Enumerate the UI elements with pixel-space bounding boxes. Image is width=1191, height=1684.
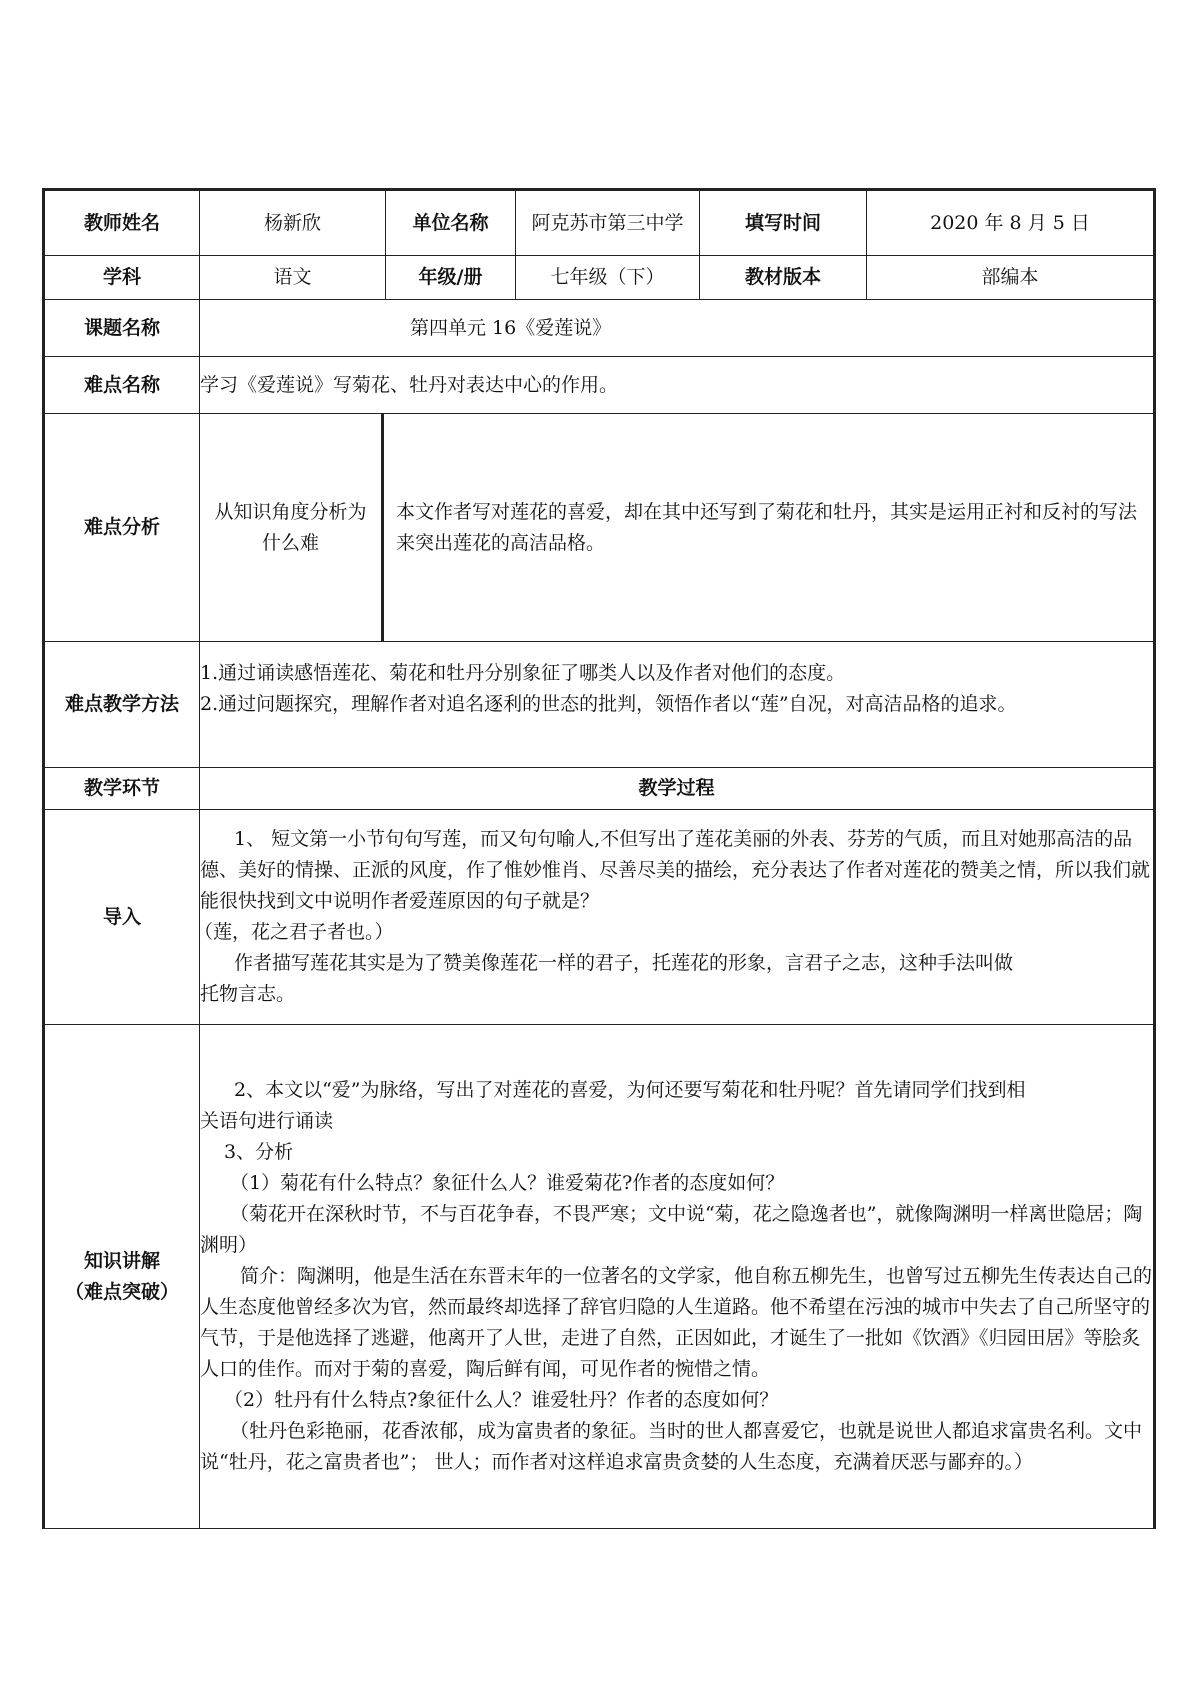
analysis-cell bbox=[200, 414, 1155, 642]
knowledge-paragraph: （牡丹色彩艳丽，花香浓郁，成为富贵者的象征。当时的世人都喜爱它，也就是说世人都追求富贵名利。文中说“牡丹，花之富贵者也”； 世人；而作者对这样追求富贵贪婪的人生态度，充满着厌恶与鄙弃的。） bbox=[200, 1420, 1143, 1473]
knowledge-label-line1: 知识讲解 bbox=[83, 1249, 160, 1272]
edition-value: 部编本 bbox=[867, 256, 1155, 300]
unit-value: 阿克苏市第三中学 bbox=[516, 190, 700, 256]
knowledge-label-line2: （难点突破） bbox=[64, 1280, 179, 1303]
subject-value: 语文 bbox=[200, 256, 386, 300]
knowledge-paragraph: 关语句进行诵读 bbox=[200, 1110, 334, 1132]
edition-label: 教材版本 bbox=[700, 256, 867, 300]
intro-paragraph: 作者描写莲花其实是为了赞美像莲花一样的君子，托莲花的形象，言君子之志，这种手法叫做 bbox=[234, 952, 1014, 974]
topic-row bbox=[44, 300, 1155, 357]
method-item: 1.通过诵读感悟莲花、菊花和牡丹分别象征了哪类人以及作者对他们的态度。 bbox=[200, 662, 846, 684]
method-label: 难点教学方法 bbox=[44, 642, 200, 768]
grade-value: 七年级（下） bbox=[516, 256, 700, 300]
knowledge-paragraph: （2）牡丹有什么特点?象征什么人？谁爱牡丹？作者的态度如何？ bbox=[224, 1389, 779, 1411]
intro-paragraph: 托物言志。 bbox=[200, 983, 296, 1005]
intro-paragraph: 1、 短文第一小节句句写莲，而又句句喻人,不但写出了莲花美丽的外表、芬芳的气质，而且对她那高洁的品德、美好的情操、正派的风度，作了惟妙惟肖、尽善尽美的描绘，充分表达了作者对莲花的赞美之情，所以我们就能很快找到文中说明作者爱莲原因的句子就是？ bbox=[200, 828, 1151, 912]
analysis-row bbox=[44, 414, 1155, 642]
knowledge-paragraph: 2、本文以“爱”为脉络，写出了对莲花的喜爱，为何还要写菊花和牡丹呢？首先请同学们找到相 bbox=[234, 1079, 1026, 1101]
header-row-1 bbox=[44, 190, 1155, 256]
intro-cell bbox=[194, 810, 1155, 1025]
process-header-row bbox=[44, 768, 1155, 810]
header-row-2 bbox=[44, 256, 1155, 300]
topic-label: 课题名称 bbox=[44, 300, 200, 357]
teacher-value: 杨新欣 bbox=[200, 190, 386, 256]
knowledge-label bbox=[44, 1025, 200, 1529]
knowledge-row bbox=[44, 1025, 1155, 1529]
knowledge-paragraph: （菊花开在深秋时节，不与百花争春，不畏严寒；文中说“菊，花之隐逸者也”，就像陶渊明一样离世隐居；陶渊明） bbox=[200, 1203, 1143, 1256]
lesson-plan-table bbox=[42, 188, 1156, 1529]
analysis-label: 难点分析 bbox=[44, 414, 200, 642]
process-stage-label: 教学环节 bbox=[44, 768, 200, 810]
knowledge-paragraph: 3、分析 bbox=[224, 1141, 294, 1163]
subject-label: 学科 bbox=[44, 256, 200, 300]
method-row bbox=[44, 642, 1155, 768]
analysis-value: 本文作者写对莲花的喜爱，却在其中还写到了菊花和牡丹，其实是运用正衬和反衬的写法来突出莲花的高洁品格。 bbox=[396, 500, 1138, 554]
knowledge-cell bbox=[200, 1025, 1155, 1529]
intro-paragraph: （莲，花之君子者也。） bbox=[194, 921, 394, 943]
intro-label: 导入 bbox=[44, 810, 200, 1025]
method-item: 2.通过问题探究，理解作者对追名逐利的世态的批判，领悟作者以“莲”自况，对高洁品格的追求。 bbox=[200, 693, 1017, 715]
difficulty-label: 难点名称 bbox=[44, 357, 200, 414]
grade-label: 年级/册 bbox=[386, 256, 516, 300]
teacher-label: 教师姓名 bbox=[44, 190, 200, 256]
method-cell bbox=[200, 642, 1155, 768]
date-label: 填写时间 bbox=[700, 190, 867, 256]
knowledge-paragraph: 简介：陶渊明，他是生活在东晋末年的一位著名的文学家，他自称五柳先生，也曾写过五柳先生传表达自己的人生态度他曾经多次为官，然而最终却选择了辞官归隐的人生道路。他不希望在污浊的城市中失去了自己所坚守的气节，于是他选择了逃避，他离开了人世，走进了自然，正因如此，才诞生了一批如《饮酒》《归园田居》等脍炙人口的佳作。而对于菊的喜爱，陶后鲜有闻，可见作者的惋惜之情。 bbox=[200, 1265, 1153, 1380]
analysis-sub-label: 从知识角度分析为什么难 bbox=[200, 414, 384, 641]
difficulty-value: 学习《爱莲说》写菊花、牡丹对表达中心的作用。 bbox=[200, 357, 1155, 414]
intro-row bbox=[44, 810, 1155, 1025]
unit-label: 单位名称 bbox=[386, 190, 516, 256]
knowledge-paragraph: （1）菊花有什么特点？象征什么人？谁爱菊花?作者的态度如何？ bbox=[230, 1172, 785, 1194]
date-value: 2020 年 8 月 5 日 bbox=[867, 190, 1155, 256]
topic-value: 第四单元 16《爱莲说》 bbox=[200, 300, 1155, 357]
difficulty-row bbox=[44, 357, 1155, 414]
process-label: 教学过程 bbox=[200, 768, 1155, 810]
